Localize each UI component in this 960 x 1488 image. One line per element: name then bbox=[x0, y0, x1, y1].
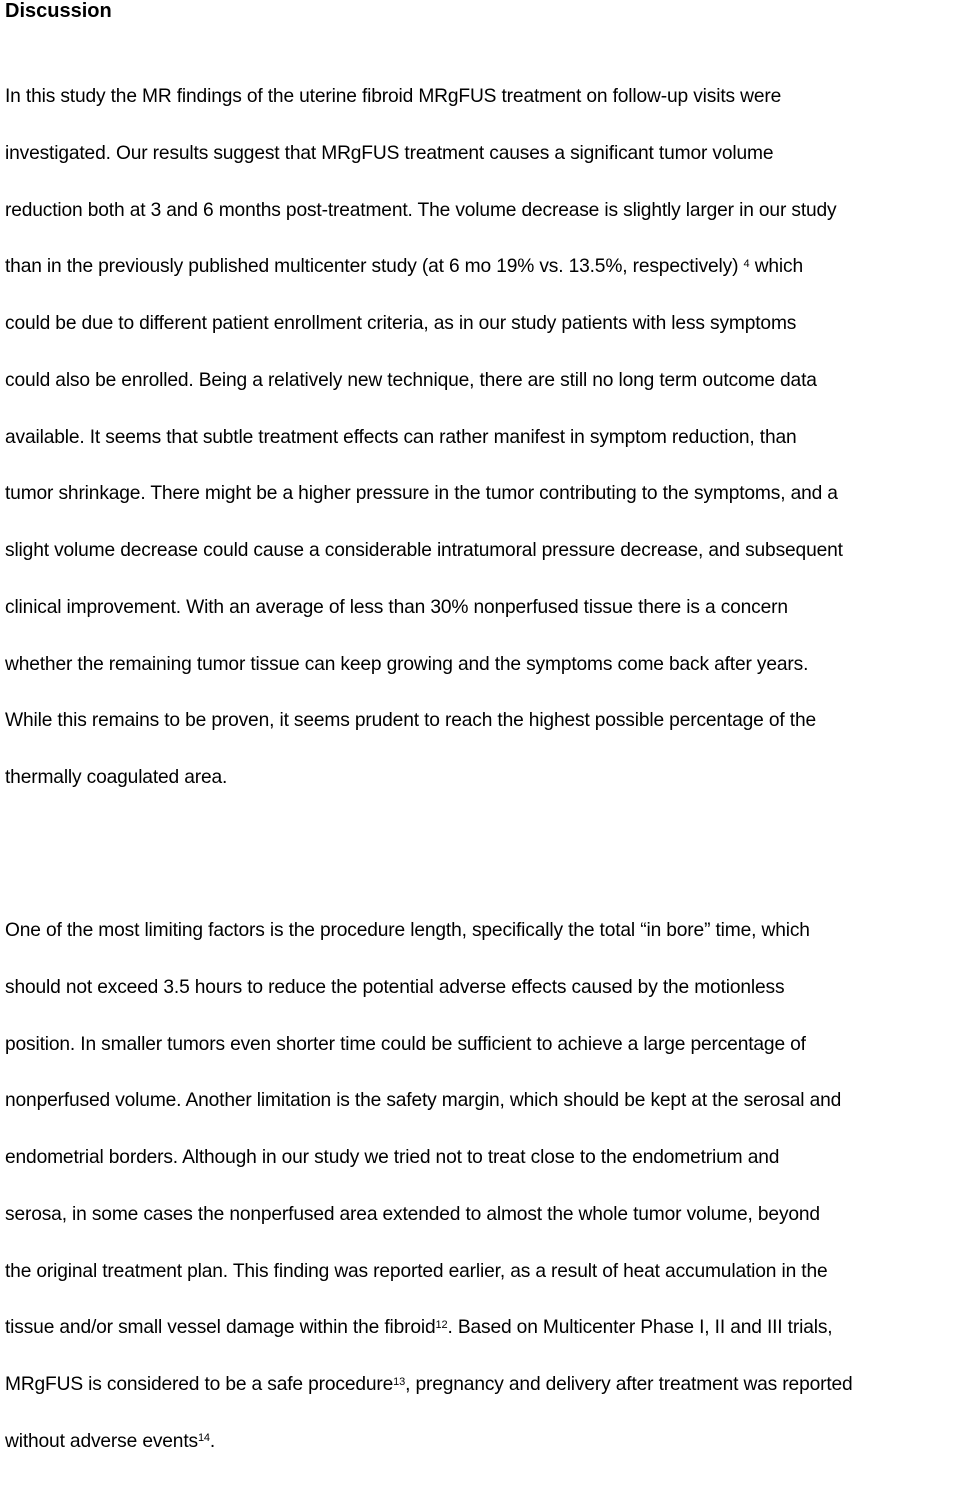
citation-superscript: 14 bbox=[197, 1432, 210, 1445]
text-line: nonperfused volume. Another limitation is the safety margin, which should be kept at the serosal and bbox=[5, 1090, 842, 1112]
text-line-with-citation bbox=[5, 256, 843, 313]
text-line: could be due to different patient enrollment criteria, as in our study patients with less symptoms bbox=[5, 313, 797, 334]
text-line: reduction both at 3 and 6 months post-treatment. The volume decrease is slightly larger in our study bbox=[5, 199, 837, 221]
text-span: than in the previously published multicenter study (at 6 mo 19% vs. 13.5%, respectively) bbox=[5, 256, 739, 278]
text-line: tumor shrinkage. There might be a higher pressure in the tumor contributing to the symptoms, and a bbox=[5, 483, 838, 505]
text-line: investigated. Our results suggest that MRgFUS treatment causes a significant tumor volume bbox=[5, 142, 774, 164]
document-page bbox=[5, 0, 960, 1452]
text-span: tissue and/or small vessel damage within the fibroid bbox=[5, 1317, 436, 1339]
text-line: slight volume decrease could cause a considerable intratumoral pressure decrease, and subsequent bbox=[5, 540, 843, 561]
text-line-with-citation bbox=[5, 1317, 853, 1374]
text-line: One of the most limiting factors is the procedure length, specifically the total “in bore” time, which bbox=[5, 920, 810, 941]
text-line-with-citation bbox=[5, 1374, 853, 1431]
text-line-with-citation bbox=[5, 1431, 853, 1488]
citation-superscript: 4 bbox=[743, 257, 750, 270]
text-span: . bbox=[209, 1430, 216, 1452]
text-line: thermally coagulated area. bbox=[5, 767, 228, 788]
paragraph-2 bbox=[5, 920, 853, 1488]
text-line: endometrial borders. Although in our study we tried not to treat close to the endometrium and bbox=[5, 1147, 780, 1168]
text-line: the original treatment plan. This finding was reported earlier, as a result of heat accumulation in the bbox=[5, 1260, 828, 1282]
text-line: serosa, in some cases the nonperfused area extended to almost the whole tumor volume, beyond bbox=[5, 1203, 820, 1225]
text-span: , pregnancy and delivery after treatment was reported bbox=[405, 1374, 853, 1395]
citation-superscript: 12 bbox=[435, 1318, 448, 1331]
text-line: While this remains to be proven, it seems prudent to reach the highest possible percentage of the bbox=[5, 710, 816, 732]
text-line: whether the remaining tumor tissue can keep growing and the symptoms come back after years. bbox=[5, 653, 809, 675]
text-span: MRgFUS is considered to be a safe procedure bbox=[5, 1374, 394, 1395]
text-line: available. It seems that subtle treatment effects can rather manifest in symptom reduction, than bbox=[5, 426, 797, 448]
citation-superscript: 13 bbox=[393, 1375, 406, 1388]
paragraph-1 bbox=[5, 86, 843, 824]
text-line: could also be enrolled. Being a relatively new technique, there are still no long term outcome data bbox=[5, 369, 817, 391]
text-span: without adverse events bbox=[5, 1430, 198, 1452]
text-line: In this study the MR findings of the uterine fibroid MRgFUS treatment on follow-up visits were bbox=[5, 86, 782, 107]
text-line: should not exceed 3.5 hours to reduce the potential adverse effects caused by the motionless bbox=[5, 976, 785, 998]
text-line: clinical improvement. With an average of less than 30% nonperfused tissue there is a concern bbox=[5, 596, 788, 618]
text-span: . Based on Multicenter Phase I, II and III trials, bbox=[447, 1317, 833, 1339]
text-span: which bbox=[754, 256, 804, 278]
text-line: position. In smaller tumors even shorter time could be sufficient to achieve a large percentage of bbox=[5, 1033, 806, 1055]
section-heading: Discussion bbox=[5, 0, 112, 22]
